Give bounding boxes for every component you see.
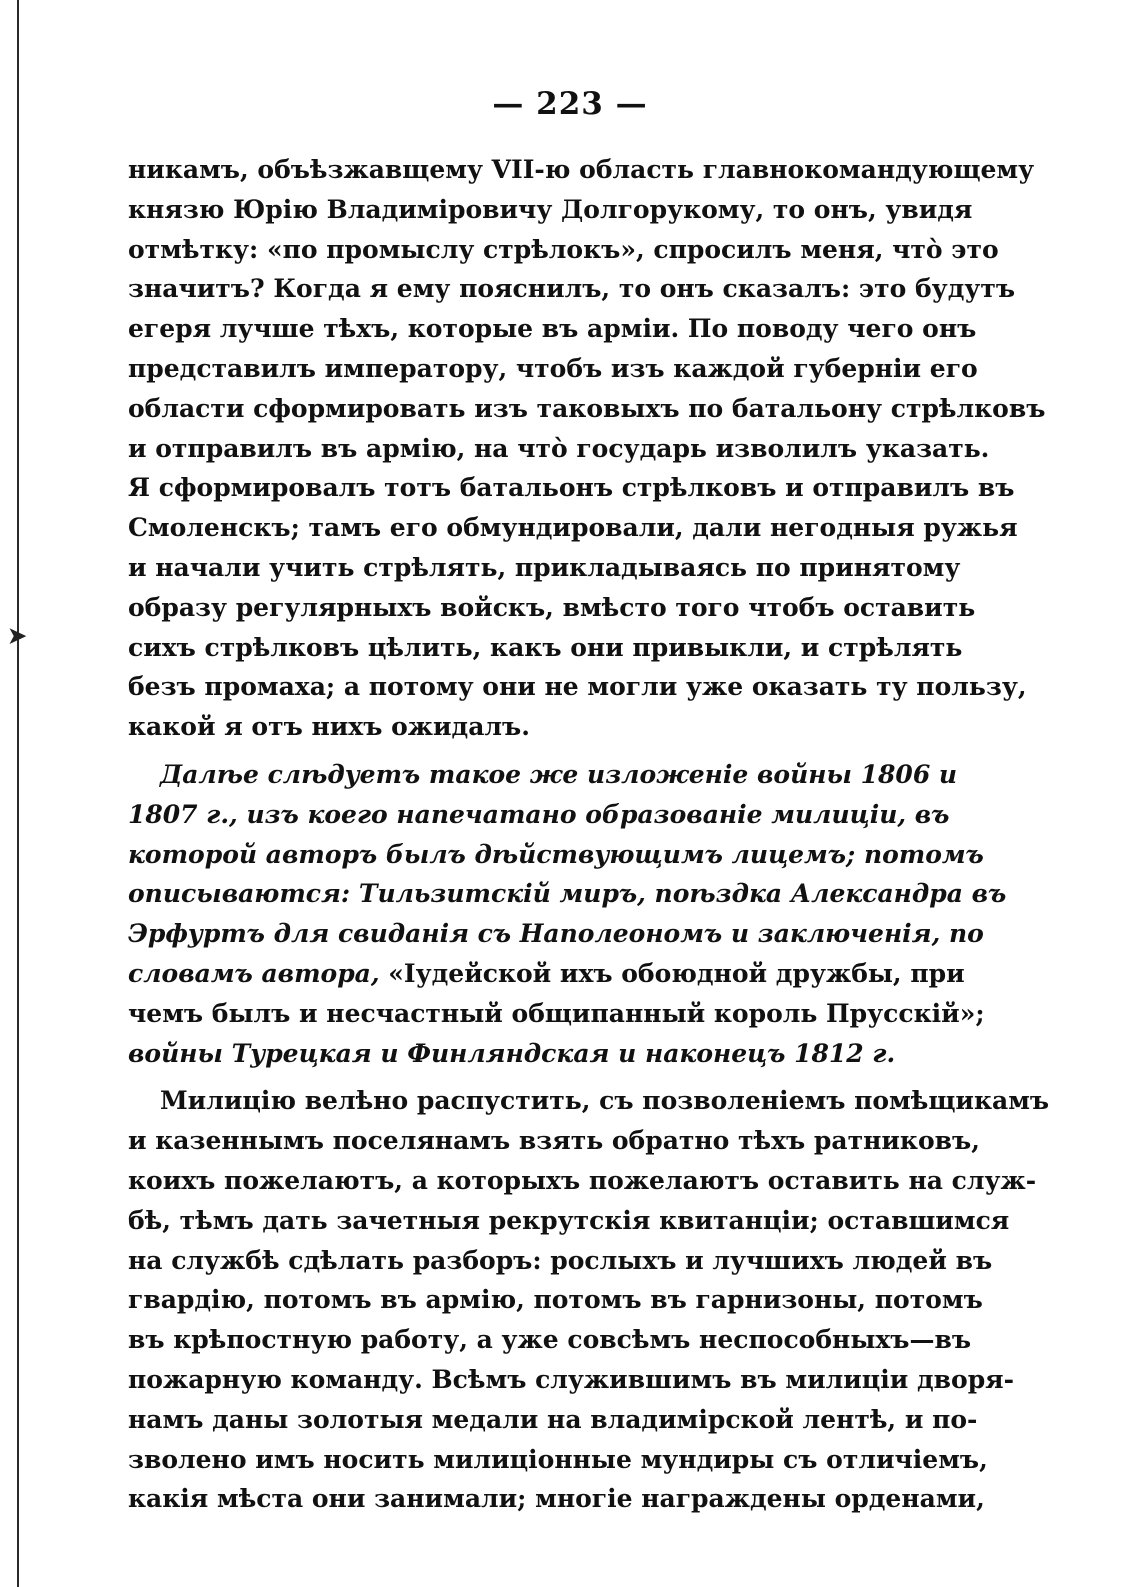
text-line: и казеннымъ поселянамъ взять обратно тѣхъ ратниковъ, [128,1126,980,1156]
paragraph-2 [128,755,1007,1073]
page-number: — 223 — [492,86,648,122]
text-line: войны Турецкая и Финляндская и наконецъ 1812 г. [128,1038,896,1068]
text-line: зволено имъ носить милиціонные мундиры съ отличіемъ, [128,1444,988,1474]
paragraph-3 [128,1081,1050,1519]
text-line: Милицію велѣно распустить, съ позволеніемъ помѣщикамъ [160,1086,1050,1116]
text-line: какія мѣста они занимали; многіе награждены орденами, [128,1484,985,1514]
text-line: 1807 г., изъ коего напечатано образованіе милиціи, въ [128,799,950,829]
text-line: Эрфуртъ для свиданія съ Наполеономъ и заключенія, по [128,919,984,949]
text-line: коихъ пожелаютъ, а которыхъ пожелаютъ оставить на служ- [128,1165,1037,1195]
page-text [128,150,1050,1519]
text-line: чемъ былъ и несчастный общипанный король Прусскій»; [128,998,985,1028]
text-line: области сформировать изъ таковыхъ по батальону стрѣлковъ [128,393,1046,423]
text-line: безъ промаха; а потому они не могли уже оказать ту пользу, [128,672,1027,702]
text-line: Смоленскъ; тамъ его обмундировали, дали негодныя ружья [128,513,1018,543]
regular-fragment: «Іудейской ихъ обоюдной дружбы, при [379,958,965,988]
paragraph-1 [128,150,1046,747]
text-line: значитъ? Когда я ему пояснилъ, то онъ сказалъ: это будутъ [128,274,1016,304]
text-line: Я сформировалъ тотъ батальонъ стрѣлковъ и отправилъ въ [128,473,1015,503]
text-line: намъ даны золотыя медали на владимірской лентѣ, и по- [128,1404,978,1434]
text-line: гвардію, потомъ въ армію, потомъ въ гарнизоны, потомъ [128,1285,983,1315]
text-line: бѣ, тѣмъ дать зачетныя рекрутскія квитанціи; оставшимся [128,1205,1010,1235]
text-line: пожарную команду. Всѣмъ служившимъ въ милиціи дворя- [128,1364,1015,1394]
text-line: никамъ, объѣзжавщему VII-ю область главнокомандующему [128,155,1035,184]
text-line: егеря лучше тѣхъ, которые въ арміи. По поводу чего онъ [128,314,977,344]
italic-fragment: словамъ автора, [128,958,380,988]
text-line: и начали учить стрѣлять, прикладываясь по принятому [128,552,961,582]
text-line: въ крѣпостную работу, а уже совсѣмъ неспособныхъ—въ [128,1325,972,1355]
text-line: Далѣе слѣдуетъ такое же изложеніе войны 1806 и [160,759,958,789]
text-line: сихъ стрѣлковъ цѣлить, какъ они привыкли, и стрѣлять [128,632,963,662]
text-line: образу регулярныхъ войскъ, вмѣсто того чтобъ оставить [128,592,976,622]
text-line: представилъ императору, чтобъ изъ каждой губерніи его [128,353,978,383]
page-binding-edge [17,0,19,1587]
text-line: и отправилъ въ армію, на что̀ государь изволилъ указать. [128,433,990,463]
text-line-mixed [128,954,965,994]
text-line: какой я отъ нихъ ожидалъ. [128,712,530,742]
text-line: на службѣ сдѣлать разборъ: рослыхъ и лучшихъ людей въ [128,1245,993,1275]
text-line: отмѣтку: «по промыслу стрѣлокъ», спросилъ меня, что̀ это [128,234,999,264]
text-line: описываются: Тильзитскій миръ, поѣздка Александра въ [128,879,1007,909]
margin-mark: ➤ [8,623,27,649]
text-line: князю Юрію Владиміровичу Долгорукому, то онъ, увидя [128,194,973,224]
text-line: которой авторъ былъ дѣйствующимъ лицемъ; потомъ [128,839,984,869]
